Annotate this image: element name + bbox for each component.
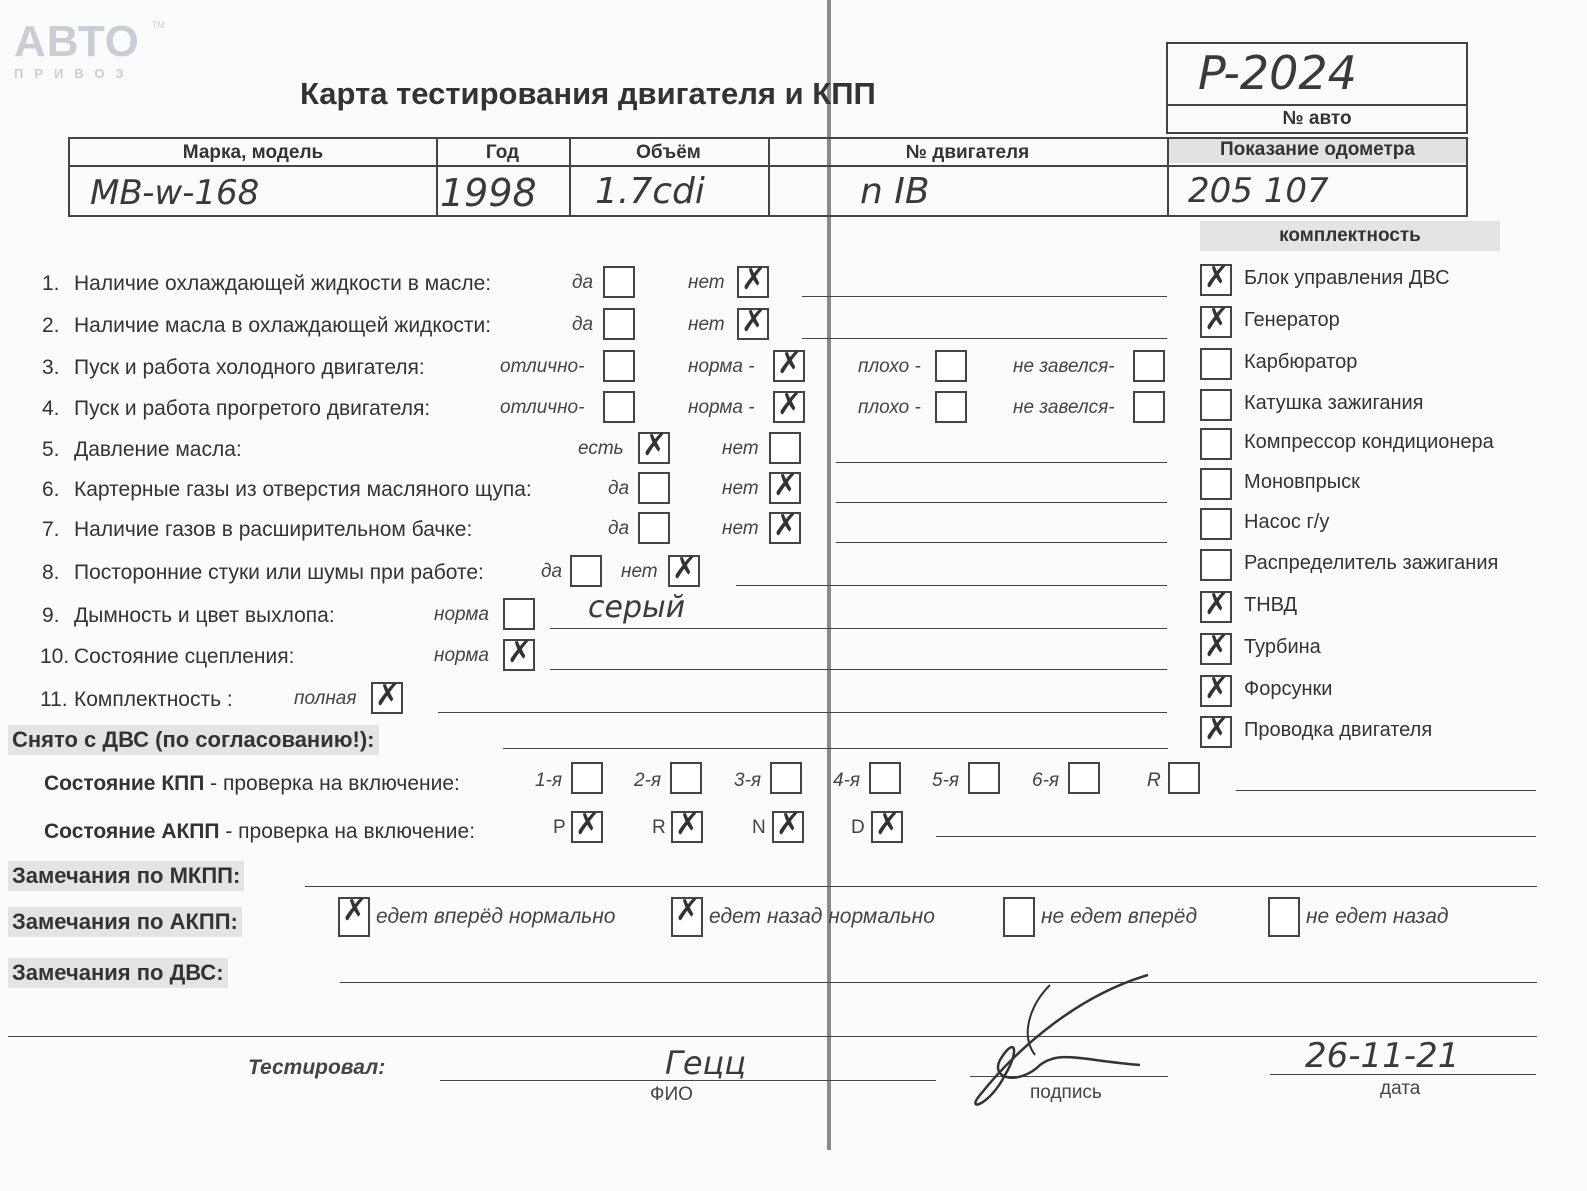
option-checkbox[interactable]	[603, 350, 635, 382]
remarks-dvs-label: Замечания по ДВС:	[8, 958, 228, 988]
car-id-box	[1166, 42, 1468, 134]
question-text: Наличие охлаждающей жидкости в масле:	[74, 272, 492, 295]
header-engine-no: № двигателя	[905, 142, 1030, 163]
option-label: не завелся-	[1013, 397, 1115, 418]
option-label: норма	[434, 604, 489, 625]
akpp-remark-checkbox[interactable]	[671, 897, 703, 937]
option-checkbox[interactable]	[503, 639, 535, 671]
question-text: Пуск и работа прогретого двигателя:	[74, 397, 431, 420]
question-text: Состояние сцепления:	[74, 645, 295, 668]
gear-label: 4-я	[833, 770, 861, 791]
option-label: нет	[621, 561, 658, 582]
akpp-remark-label: не едет вперёд	[1041, 905, 1198, 928]
header-year: Год	[485, 142, 520, 163]
option-checkbox[interactable]	[371, 682, 403, 714]
option-label: нет	[722, 478, 759, 499]
completeness-label: Компрессор кондиционера	[1244, 431, 1494, 453]
answer-line	[802, 338, 1167, 339]
question-number: 4.	[42, 397, 60, 420]
answer-line	[438, 712, 1167, 713]
akpp-remark-label: не едет назад	[1306, 905, 1449, 928]
option-label: норма	[434, 645, 489, 666]
completeness-label: Форсунки	[1244, 678, 1333, 700]
question-number: 2.	[42, 314, 60, 337]
gear-checkbox[interactable]	[770, 762, 802, 794]
completeness-label: ТНВД	[1244, 594, 1298, 616]
logo-sub: ПРИВОЗ	[14, 66, 135, 81]
completeness-checkbox[interactable]	[1200, 591, 1232, 623]
gear-checkbox[interactable]	[670, 762, 702, 794]
question-number: 6.	[42, 478, 60, 501]
option-label: полная	[294, 688, 357, 709]
option-checkbox[interactable]	[1133, 350, 1165, 382]
option-label: нет	[722, 438, 759, 459]
gear-checkbox[interactable]	[968, 762, 1000, 794]
completeness-checkbox[interactable]	[1200, 428, 1232, 460]
option-label: не завелся-	[1013, 356, 1115, 377]
question-number: 7.	[42, 518, 60, 541]
option-checkbox[interactable]	[1133, 391, 1165, 423]
option-checkbox[interactable]	[773, 350, 805, 382]
fio-label: ФИО	[650, 1084, 693, 1105]
gear-label: D	[851, 817, 865, 838]
gear-checkbox[interactable]	[1168, 762, 1200, 794]
option-label: норма -	[688, 397, 755, 418]
option-checkbox[interactable]	[638, 472, 670, 504]
gear-checkbox[interactable]	[772, 811, 804, 843]
gear-label: R	[652, 817, 666, 838]
gear-label: 3-я	[734, 770, 762, 791]
answer-line	[836, 502, 1167, 503]
option-label: плохо -	[858, 397, 921, 418]
completeness-checkbox[interactable]	[1200, 468, 1232, 500]
gear-checkbox[interactable]	[571, 762, 603, 794]
question-number: 11.	[40, 688, 68, 711]
option-checkbox[interactable]	[603, 308, 635, 340]
option-checkbox[interactable]	[603, 391, 635, 423]
gear-label: R	[1147, 770, 1161, 791]
fio-value: Гецц	[665, 1044, 747, 1082]
option-checkbox[interactable]	[769, 472, 801, 504]
gear-label: 1-я	[535, 770, 563, 791]
question-number: 9.	[42, 604, 60, 627]
kpp-label: Состояние КПП - проверка на включение:	[44, 772, 460, 795]
option-checkbox[interactable]	[638, 512, 670, 544]
question-text: Пуск и работа холодного двигателя:	[74, 356, 425, 379]
question-number: 1.	[42, 272, 60, 295]
question-text: Посторонние стуки или шумы при работе:	[74, 561, 484, 584]
value-volume: 1.7cdi	[595, 171, 705, 212]
option-label: отлично-	[500, 397, 585, 418]
completeness-label: Распределитель зажигания	[1244, 552, 1499, 574]
completeness-label: Блок управления ДВС	[1244, 267, 1450, 289]
gear-checkbox[interactable]	[571, 811, 603, 843]
completeness-checkbox[interactable]	[1200, 549, 1232, 581]
option-label: плохо -	[858, 356, 921, 377]
akpp-remark-checkbox[interactable]	[1003, 897, 1035, 937]
option-label: нет	[722, 518, 759, 539]
completeness-checkbox[interactable]	[1200, 675, 1232, 707]
completeness-label: Турбина	[1244, 636, 1321, 658]
logo-tm: TM	[152, 20, 165, 30]
gear-checkbox[interactable]	[871, 811, 903, 843]
completeness-checkbox[interactable]	[1200, 348, 1232, 380]
option-checkbox[interactable]	[935, 391, 967, 423]
option-label: да	[572, 314, 594, 335]
option-checkbox[interactable]	[570, 555, 602, 587]
logo	[14, 17, 165, 81]
option-label: нет	[688, 314, 725, 335]
question-number: 8.	[42, 561, 60, 584]
akpp-label: Состояние АКПП - проверка на включение:	[44, 820, 476, 843]
completeness-label: Карбюратор	[1244, 351, 1358, 373]
completeness-label: Катушка зажигания	[1244, 392, 1424, 414]
question-text: Давление масла:	[74, 438, 242, 461]
question-text: Комплектность :	[74, 688, 233, 711]
option-label: есть	[578, 438, 624, 459]
remarks-akpp-label: Замечания по АКПП:	[8, 907, 242, 937]
car-id-label: № авто	[1282, 108, 1352, 129]
question-number: 3.	[42, 356, 60, 379]
value-engine-no: n IB	[860, 171, 930, 212]
option-label: да	[572, 272, 594, 293]
vehicle-table	[68, 137, 1468, 217]
answer-line	[550, 669, 1167, 670]
header-make: Марка, модель	[182, 142, 324, 163]
option-checkbox[interactable]	[935, 350, 967, 382]
completeness-checkbox[interactable]	[1200, 306, 1232, 338]
option-label: норма -	[688, 356, 755, 377]
question-text: Дымность и цвет выхлопа:	[74, 604, 335, 627]
option-checkbox[interactable]	[638, 432, 670, 464]
completeness-checkbox[interactable]	[1200, 633, 1232, 665]
gear-checkbox[interactable]	[869, 762, 901, 794]
gear-label: N	[752, 817, 766, 838]
gear-label: 6-я	[1032, 770, 1060, 791]
header-volume: Объём	[636, 142, 701, 163]
option-label: нет	[688, 272, 725, 293]
answer-line	[736, 585, 1167, 586]
value-year: 1998	[440, 171, 537, 215]
value-make: MB-w-168	[90, 173, 260, 213]
akpp-remark-checkbox[interactable]	[338, 897, 370, 937]
gear-checkbox[interactable]	[1068, 762, 1100, 794]
completeness-checkbox[interactable]	[1200, 264, 1232, 296]
remarks-mkpp-label: Замечания по МКПП:	[8, 861, 244, 891]
gear-checkbox[interactable]	[671, 811, 703, 843]
logo-main: АВТО	[14, 17, 140, 66]
question-number: 10.	[40, 645, 70, 668]
car-id-value: P-2024	[1198, 46, 1357, 100]
exhaust-note: серый	[588, 590, 686, 625]
option-label: да	[608, 518, 630, 539]
removed-label: Снято с ДВС (по согласованию!):	[8, 725, 379, 755]
completeness-header: комплектность	[1200, 221, 1500, 251]
akpp-remark-label: едет назад нормально	[709, 905, 935, 928]
option-checkbox[interactable]	[769, 512, 801, 544]
option-label: да	[541, 561, 563, 582]
date-label: дата	[1380, 1078, 1421, 1099]
value-odometer: 205 107	[1188, 171, 1329, 211]
completeness-label: Насос г/у	[1244, 511, 1330, 533]
question-text: Картерные газы из отверстия масляного щупа:	[74, 478, 532, 501]
page-title: Карта тестирования двигателя и КПП	[300, 76, 876, 111]
sign-label: подпись	[1030, 1082, 1102, 1103]
akpp-remark-label: едет вперёд нормально	[376, 905, 616, 928]
completeness-checkbox[interactable]	[1200, 389, 1232, 421]
option-label: да	[608, 478, 630, 499]
option-label: отлично-	[500, 356, 585, 377]
completeness-label: Генератор	[1244, 309, 1340, 331]
akpp-remark-checkbox[interactable]	[1268, 897, 1300, 937]
gear-label: P	[553, 817, 566, 838]
header-odometer: Показание одометра	[1220, 139, 1415, 160]
option-checkbox[interactable]	[668, 555, 700, 587]
date-value: 26-11-21	[1305, 1036, 1460, 1076]
option-checkbox[interactable]	[603, 266, 635, 298]
gear-label: 5-я	[932, 770, 960, 791]
question-text: Наличие масла в охлаждающей жидкости:	[74, 314, 492, 337]
option-checkbox[interactable]	[769, 432, 801, 464]
completeness-label: Проводка двигателя	[1244, 719, 1433, 741]
answer-line	[550, 628, 1167, 629]
answer-line	[836, 462, 1167, 463]
option-checkbox[interactable]	[737, 308, 769, 340]
option-checkbox[interactable]	[737, 266, 769, 298]
question-number: 5.	[42, 438, 60, 461]
option-checkbox[interactable]	[503, 598, 535, 630]
answer-line	[802, 296, 1167, 297]
gear-label: 2-я	[634, 770, 662, 791]
completeness-checkbox[interactable]	[1200, 716, 1232, 748]
answer-line	[836, 542, 1167, 543]
option-checkbox[interactable]	[773, 391, 805, 423]
completeness-checkbox[interactable]	[1200, 508, 1232, 540]
completeness-label: Моновпрыск	[1244, 471, 1360, 493]
tested-label: Тестировал:	[248, 1056, 386, 1079]
question-text: Наличие газов в расширительном бачке:	[74, 518, 473, 541]
